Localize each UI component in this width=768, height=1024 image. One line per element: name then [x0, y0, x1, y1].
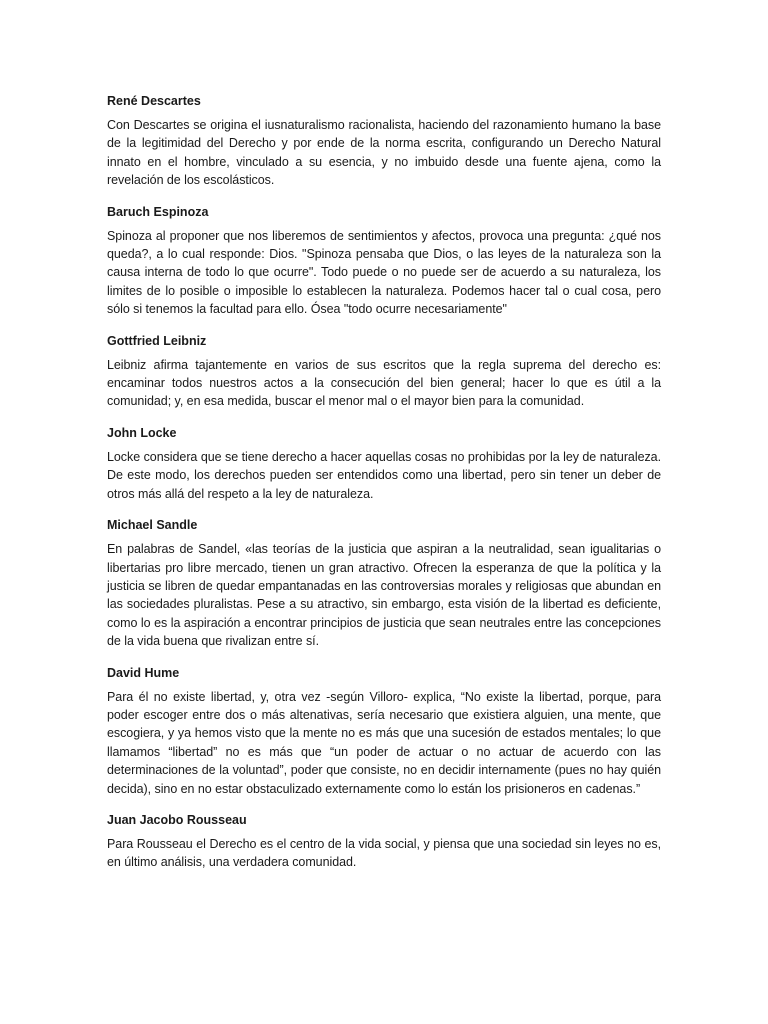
section-heading: René Descartes [107, 94, 201, 108]
section-paragraph: Para él no existe libertad, y, otra vez -según Villoro- explica, “No existe la libertad, porque, para poder escoger entre dos o más altenativas, sería necesario que existiera alguien, una mente, que escogiera, y ya hemos visto que la mente no es más que una sucesión de estados mentales; lo que llamamos “libertad” no es más que “un poder de actuar o no actuar de acuerdo con las determinaciones de la voluntad”, poder que consiste, no en decidir internamente (pues no hay quién decida), sino en no estar obstaculizado externamente como lo están los prisioneros en cadenas.” [107, 689, 661, 796]
section-paragraph: En palabras de Sandel, «las teorías de la justicia que aspiran a la neutralidad, sean igualitarias o libertarias pro libre mercado, tienen un gran atractivo. Ofrecen la esperanza de que la política y la justicia se libren de quedar empantanadas en las controversias morales y religiosas que abundan en las sociedades pluralistas. Pese a su atractivo, sin embargo, esta visión de la libertad es deficiente, como lo es la aspiración a encontrar principios de justicia que sean neutrales entre las concepciones de la vida buena que rivalizan entre sí. [107, 542, 661, 649]
section-heading: Michael Sandle [107, 518, 198, 533]
document-page [107, 92, 661, 885]
section-heading: David Hume [107, 665, 180, 680]
section-sandle [107, 516, 661, 650]
section-descartes [107, 92, 661, 190]
section-rousseau [107, 811, 661, 872]
section-heading: Baruch Espinoza [107, 204, 209, 219]
section-heading: Juan Jacobo Rousseau [107, 812, 247, 827]
section-espinoza [107, 203, 661, 319]
section-heading: Gottfried Leibniz [107, 333, 207, 348]
section-paragraph: Para Rousseau el Derecho es el centro de la vida social, y piensa que una sociedad sin leyes no es, en último análisis, una verdadera comunidad. [107, 836, 661, 870]
section-paragraph: Locke considera que se tiene derecho a hacer aquellas cosas no prohibidas por la ley de naturaleza. De este modo, los derechos pueden ser entendidos como una libertad, pero sin tener un deber de otros más allá del respeto a la ley de naturaleza. [107, 449, 661, 501]
section-heading: John Locke [107, 425, 177, 440]
section-paragraph: Leibniz afirma tajantemente en varios de sus escritos que la regla suprema del derecho es: encaminar todos nuestros actos a la consecución del bien general; hacer lo que es útil a la comunidad; y, en esa medida, buscar el menor mal o el mayor bien para la comunidad. [107, 357, 661, 409]
section-paragraph: Con Descartes se origina el iusnaturalismo racionalista, haciendo del razonamiento humano la base de la legitimidad del Derecho y por ende de la norma escrita, configurando un Derecho Natural innato en el hombre, vinculado a su esencia, y no imbuido desde una fuente ajena, como la revelación de los escolásticos. [107, 118, 661, 188]
section-locke [107, 424, 661, 503]
section-leibniz [107, 332, 661, 411]
section-paragraph: Spinoza al proponer que nos liberemos de sentimientos y afectos, provoca una pregunta: ¿qué nos queda?, a lo cual responde: Dios. "Spinoza pensaba que Dios, o las leyes de la naturaleza son la causa interna de todo lo que ocurre". Todo puede o no puede ser de acuerdo a su naturaleza, los limites de lo posible o imposible lo establecen la naturaleza. Podemos hacer tal o cual cosa, pero sólo si tenemos la facultad para ello. Ósea "todo ocurre necesariamente" [107, 228, 661, 317]
section-hume [107, 664, 661, 798]
